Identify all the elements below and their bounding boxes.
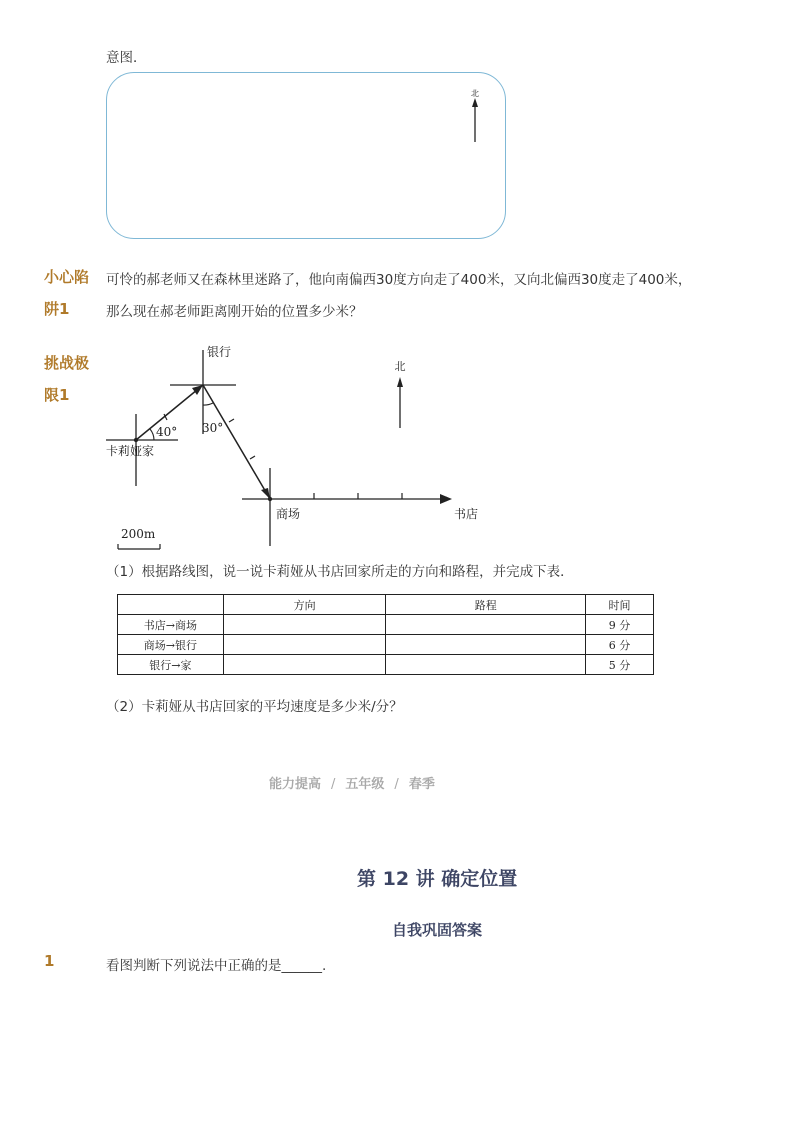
table-cell: 商场→银行 <box>118 635 224 655</box>
route-map <box>100 338 500 556</box>
table-row <box>118 635 654 655</box>
table-header-cell <box>118 595 224 615</box>
table-cell: 6 分 <box>586 635 654 655</box>
table-cell <box>386 615 586 635</box>
bookstore-label: 书店 <box>454 507 479 521</box>
scale-label: 200m <box>121 527 156 541</box>
challenge-question-2: （2）卡莉娅从书店回家的平均速度是多少米/分？ <box>106 699 403 715</box>
question-text: 看图判断下列说法中正确的是______. <box>106 958 327 974</box>
page-footer <box>269 773 435 792</box>
challenge-label-line2: 限1 <box>44 386 70 404</box>
footer-term: 春季 <box>408 777 435 792</box>
table-header-cell: 方向 <box>223 595 386 615</box>
table-cell <box>223 655 386 675</box>
trap-question-line1: 可怜的郝老师又在森林里迷路了，他向南偏西30度方向走了400米，又向北偏西30度走了400米， <box>106 272 692 288</box>
answer-section-title: 自我巩固答案 <box>392 921 483 939</box>
trap-label-line1: 小心陷 <box>44 268 90 286</box>
table-row <box>118 655 654 675</box>
map-north-label: 北 <box>394 360 406 373</box>
trap-label-line2: 阱1 <box>44 300 70 318</box>
table-cell: 银行→家 <box>118 655 224 675</box>
table-header-cell: 路程 <box>386 595 586 615</box>
angle-30-label: 30° <box>202 421 224 435</box>
continued-text: 意图． <box>106 50 147 66</box>
question-number: 1 <box>44 952 55 970</box>
footer-course: 能力提高 <box>269 777 322 792</box>
north-arrow-icon <box>460 84 490 146</box>
north-label: 北 <box>471 89 479 98</box>
table-cell <box>386 655 586 675</box>
mall-label: 商场 <box>276 507 301 521</box>
challenge-label-line1: 挑战极 <box>44 354 90 372</box>
table-cell: 5 分 <box>586 655 654 675</box>
table-cell: 书店→商场 <box>118 615 224 635</box>
table-header-cell: 时间 <box>586 595 654 615</box>
table-cell <box>223 615 386 635</box>
footer-separator: / <box>331 777 336 792</box>
footer-grade: 五年级 <box>345 777 385 792</box>
table-row <box>118 615 654 635</box>
trap-question-line2: 那么现在郝老师距离刚开始的位置多少米？ <box>106 304 363 320</box>
home-label: 卡莉娅家 <box>106 444 155 458</box>
lesson-title: 第 12 讲 确定位置 <box>357 868 518 890</box>
footer-separator: / <box>394 777 399 792</box>
table-cell <box>223 635 386 655</box>
challenge-question-1: （1）根据路线图，说一说卡莉娅从书店回家所走的方向和路程，并完成下表． <box>106 564 574 580</box>
sketch-answer-box <box>106 72 506 239</box>
table-cell <box>386 635 586 655</box>
angle-40-label: 40° <box>156 425 178 439</box>
table-cell: 9 分 <box>586 615 654 635</box>
table-header-row <box>118 595 654 615</box>
bank-label: 银行 <box>207 345 232 359</box>
route-table <box>117 594 654 675</box>
